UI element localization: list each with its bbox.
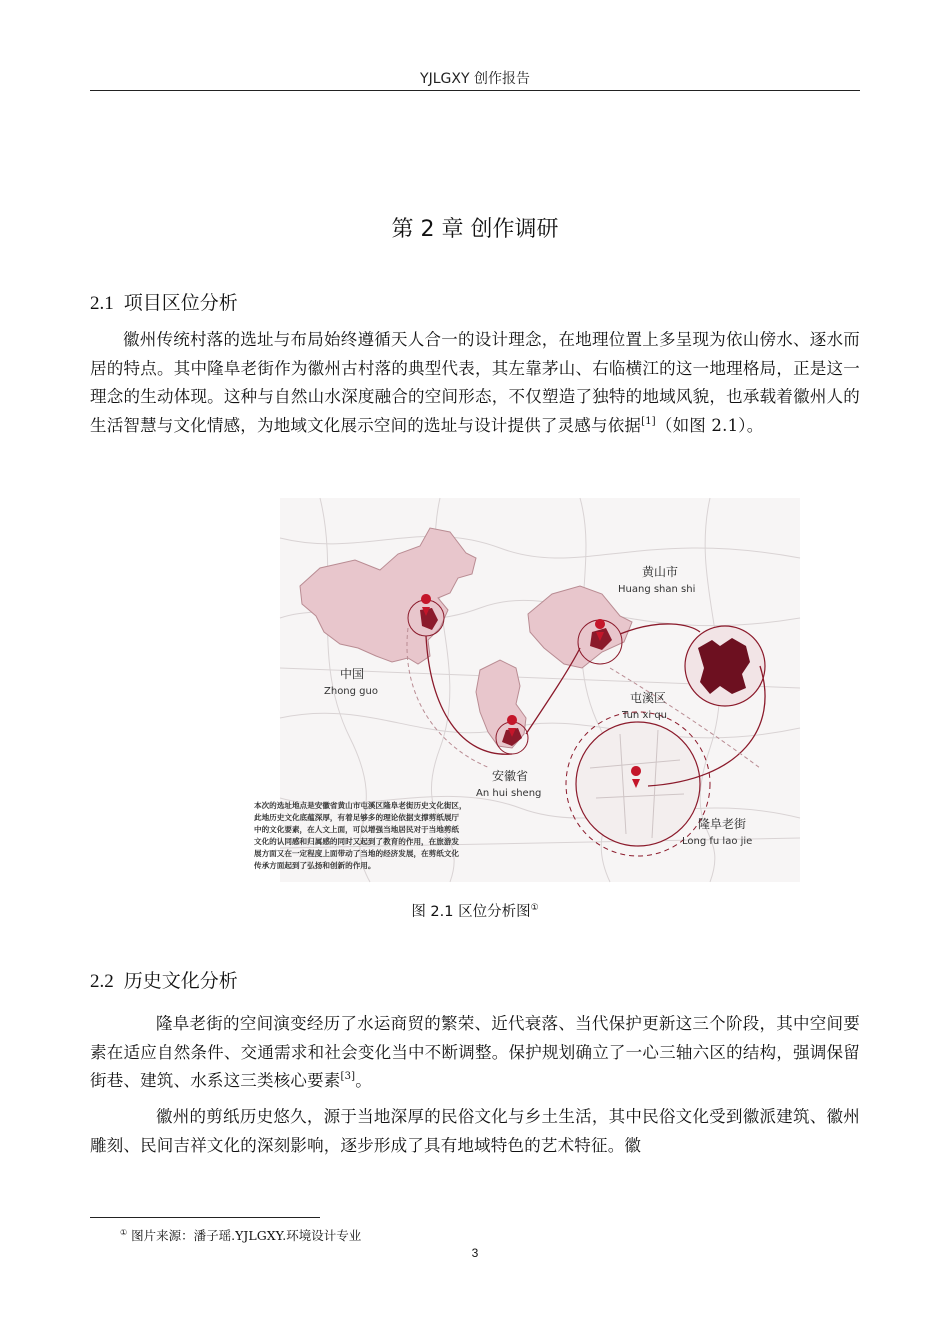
footnote-mark: ① <box>120 1228 128 1237</box>
section-heading-2-1 <box>90 288 238 315</box>
footnote-rule <box>90 1217 320 1218</box>
label-tunxi-cn: 屯溪区 <box>630 691 667 705</box>
label-huangshan-py: Huang shan shi <box>618 584 696 595</box>
longfu-circle <box>576 722 700 846</box>
header-rule <box>90 90 860 91</box>
footnote-text: 图片来源：潘子瑶.YJLGXY.环境设计专业 <box>131 1228 362 1243</box>
paragraph-tail: 。 <box>355 1071 372 1090</box>
footnote <box>120 1226 361 1244</box>
label-huangshan-cn: 黄山市 <box>642 565 679 579</box>
label-china-py: Zhong guo <box>324 686 378 697</box>
paragraph-text: 徽州传统村落的选址与布局始终遵循天人合一的设计理念，在地理位置上多呈现为依山傍水、逐水而居的特点。其中隆阜老街作为徽州古村落的典型代表，其左靠茅山、右临横江的这一地理格局，正是这一理念的生动体现。这种与自然山水深度融合的空间形态，不仅塑造了独特的地域风貌，也承载着徽州人的生活智慧与文化情感，为地域文化展示空间的选址与设计提供了灵感与依据 <box>90 330 860 435</box>
note-line: 文化的认同感和归属感的同时又起到了教育的作用，在旅游发 <box>254 837 460 846</box>
note-line: 传承方面起到了弘扬和创新的作用。 <box>254 861 376 870</box>
location-map <box>254 498 800 882</box>
page-header: YJLGXY 创作报告 <box>420 71 530 87</box>
caption-footnote-mark[interactable]: ① <box>530 903 539 913</box>
paragraph-history-1 <box>90 1010 860 1096</box>
location-analysis-figure <box>254 498 800 882</box>
label-anhui-cn: 安徽省 <box>492 769 529 783</box>
section-title: 项目区位分析 <box>123 292 238 314</box>
note-line: 展方面又在一定程度上面带动了当地的经济发展，在剪纸文化 <box>254 849 460 858</box>
tunxi-shape <box>698 638 750 694</box>
label-tunxi-py: Tun xi qu <box>622 710 668 721</box>
note-line: 此地历史文化底蕴深厚，有着足够多的理论依据支撑剪纸展厅 <box>254 813 460 822</box>
label-china-cn: 中国 <box>340 667 365 681</box>
label-anhui-py: An hui sheng <box>476 788 542 799</box>
caption-text: 图 2.1 区位分析图 <box>411 904 531 920</box>
section-heading-2-2 <box>90 966 238 993</box>
note-line: 中的文化要素，在人文上面，可以增强当地居民对于当地剪纸 <box>254 825 460 834</box>
page-number: 3 <box>471 1246 479 1260</box>
figure-caption <box>90 900 860 921</box>
section-number: 2.2 <box>90 971 114 992</box>
paragraph-location <box>90 326 860 440</box>
citation-ref[interactable]: [1] <box>641 415 656 427</box>
section-title: 历史文化分析 <box>123 970 238 992</box>
label-longfu-cn: 隆阜老街 <box>698 817 747 831</box>
paragraph-tail: （如图 2.1）。 <box>655 415 764 435</box>
paragraph-text: 隆阜老街的空间演变经历了水运商贸的繁荣、近代衰落、当代保护更新这三个阶段，其中空间要素在适应自然条件、交通需求和社会变化当中不断调整。保护规划确立了一心三轴六区的结构，强调保留街巷、建筑、水系这三类核心要素 <box>90 1014 860 1090</box>
paragraph-text: 徽州的剪纸历史悠久，源于当地深厚的民俗文化与乡土生活，其中民俗文化受到徽派建筑、徽州雕刻、民间吉祥文化的深刻影响，逐步形成了具有地域特色的艺术特征。徽 <box>90 1107 860 1155</box>
chapter-title: 第 2 章 创作调研 <box>391 217 559 242</box>
citation-ref[interactable]: [3] <box>340 1071 356 1082</box>
section-number: 2.1 <box>90 293 114 314</box>
label-longfu-py: Long fu lao jie <box>682 836 753 847</box>
paragraph-history-2 <box>90 1103 860 1160</box>
note-line: 本次的选址地点是安徽省黄山市屯溪区隆阜老街历史文化街区， <box>254 801 467 810</box>
